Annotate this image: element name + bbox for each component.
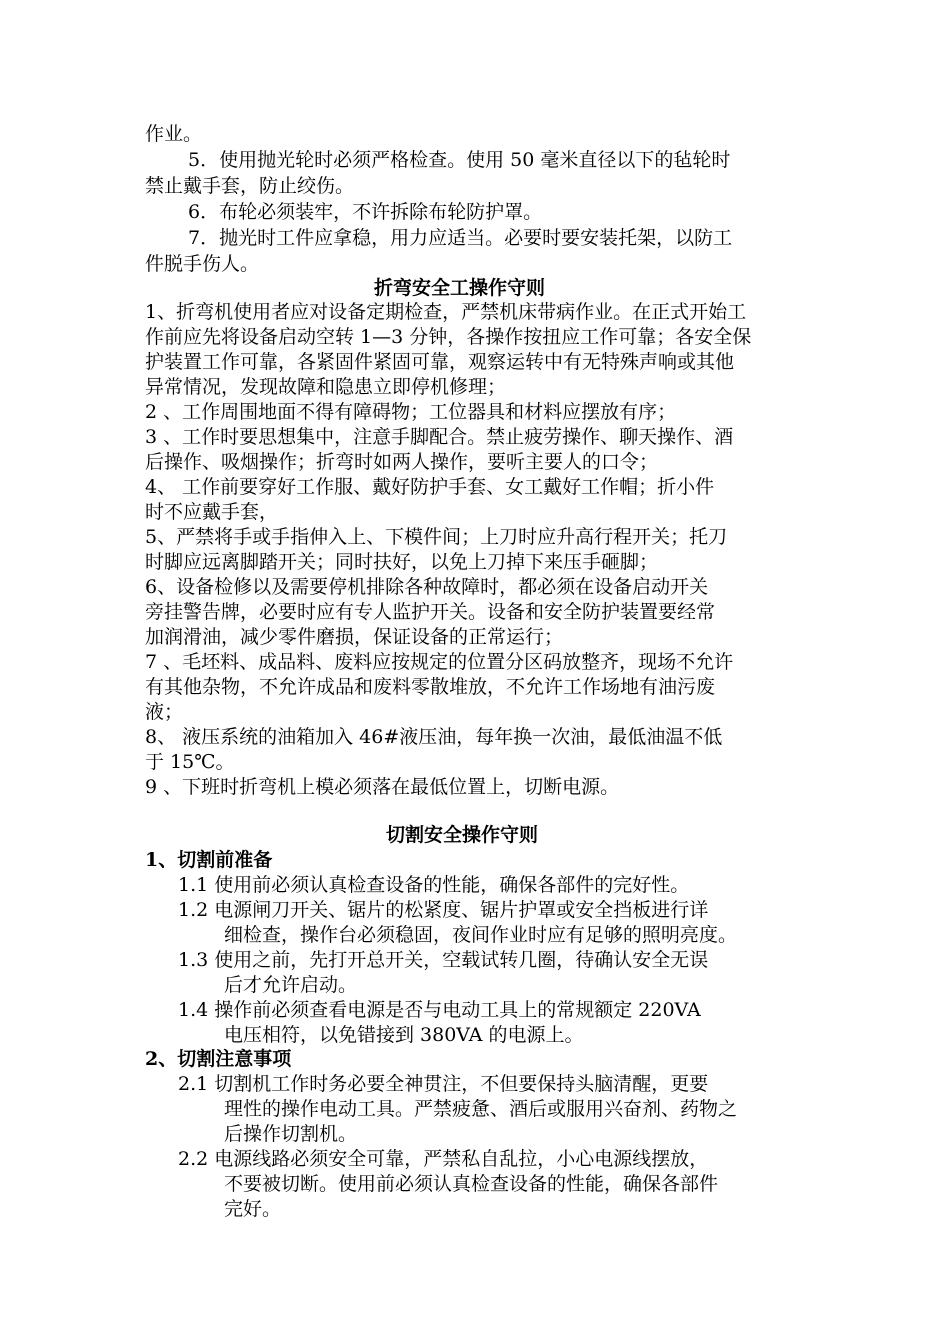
cut-heading-2: 2、切割注意事项 (145, 1048, 292, 1070)
cut-item-line: 2.1 切割机工作时务必要全神贯注，不但要保持头脑清醒，更要 (178, 1073, 709, 1095)
cut-item-line: 细检查，操作台必须稳固，夜间作业时应有足够的照明亮度。 (224, 924, 738, 946)
bend-line: 9 、下班时折弯机上模必须落在最低位置上，切断电源。 (145, 776, 620, 798)
bend-line: 时脚应远离脚踏开关；同时扶好，以免上刀掉下来压手砸脚； (145, 551, 659, 573)
bend-line: 护装置工作可靠，各紧固件紧固可靠，观察运转中有无特殊声响或其他 (145, 351, 735, 373)
bend-line: 5、严禁将手或手指伸入上、下模件间；上刀时应升高行程开关；托刀 (145, 526, 728, 548)
cut-item-line: 2.2 电源线路必须安全可靠，严禁私自乱拉，小心电源线摆放， (178, 1148, 709, 1170)
cut-heading-1: 1、切割前准备 (145, 849, 273, 871)
bend-line: 加润滑油，减少零件磨损，保证设备的正常运行； (145, 626, 564, 648)
bend-line: 旁挂警告牌，必要时应有专人监护开关。设备和安全防护装置要经常 (145, 601, 716, 623)
cut-item-line: 不要被切断。使用前必须认真检查设备的性能，确保各部件 (224, 1173, 719, 1195)
polish-line: 7．抛光时工件应拿稳，用力应适当。必要时要安装托架，以防工 (188, 227, 733, 249)
bend-line: 于 15℃。 (145, 751, 235, 773)
cut-item-line: 1.2 电源闸刀开关、锯片的松紧度、锯片护罩或安全挡板进行详 (178, 899, 709, 921)
polish-line: 作业。 (145, 123, 203, 145)
polish-line: 件脱手伤人。 (145, 253, 260, 275)
cut-item-line: 1.1 使用前必须认真检查设备的性能，确保各部件的完好性。 (178, 874, 690, 896)
bend-line: 1、折弯机使用者应对设备定期检查，严禁机床带病作业。在正式开始工 (145, 301, 747, 323)
cut-item-line: 完好。 (224, 1198, 282, 1220)
bend-line: 后操作、吸烟操作；折弯时如两人操作，要听主要人的口令； (145, 451, 659, 473)
cut-item-line: 后操作切割机。 (224, 1123, 358, 1145)
bend-line: 6、设备检修以及需要停机排除各种故障时，都必须在设备启动开关 (145, 576, 709, 598)
bend-line: 2 、工作周围地面不得有障碍物；工位器具和材料应摆放有序； (145, 401, 677, 423)
bend-line: 异常情况，发现故障和隐患立即停机修理； (145, 376, 507, 398)
bend-line: 3 、工作时要思想集中，注意手脚配合。禁止疲劳操作、聊天操作、酒 (145, 426, 734, 448)
cut-item-line: 电压相符，以免错接到 380VA 的电源上。 (224, 1024, 584, 1046)
bend-line: 液； (145, 701, 184, 723)
bend-line: 时不应戴手套， (145, 501, 279, 523)
bend-line: 作前应先将设备启动空转 1—3 分钟，各操作按扭应工作可靠；各安全保 (145, 326, 752, 348)
cut-item-line: 1.3 使用之前，先打开总开关，空载试转几圈，待确认安全无误 (178, 949, 709, 971)
cut-title: 切割安全操作守则 (386, 824, 539, 846)
bend-line: 8、 液压系统的油箱加入 46#液压油，每年换一次油，最低油温不低 (145, 726, 723, 748)
cut-item-line: 1.4 操作前必须查看电源是否与电动工具上的常规额定 220VA (178, 999, 701, 1021)
bend-title: 折弯安全工操作守则 (374, 277, 546, 299)
bend-line: 7 、毛坯料、成品料、废料应按规定的位置分区码放整齐，现场不允许 (145, 651, 734, 673)
bend-line: 4、 工作前要穿好工作服、戴好防护手套、女工戴好工作帽；折小件 (145, 476, 715, 498)
polish-line: 5．使用抛光轮时必须严格检查。使用 50 毫米直径以下的毡轮时 (188, 149, 731, 171)
polish-line: 6．布轮必须装牢，不许拆除布轮防护罩。 (188, 201, 543, 223)
bend-line: 有其他杂物，不允许成品和废料零散堆放，不允许工作场地有油污废 (145, 676, 716, 698)
cut-item-line: 后才允许启动。 (224, 974, 358, 996)
cut-item-line: 理性的操作电动工具。严禁疲惫、酒后或服用兴奋剂、药物之 (224, 1098, 738, 1120)
polish-line: 禁止戴手套，防止绞伤。 (145, 175, 355, 197)
